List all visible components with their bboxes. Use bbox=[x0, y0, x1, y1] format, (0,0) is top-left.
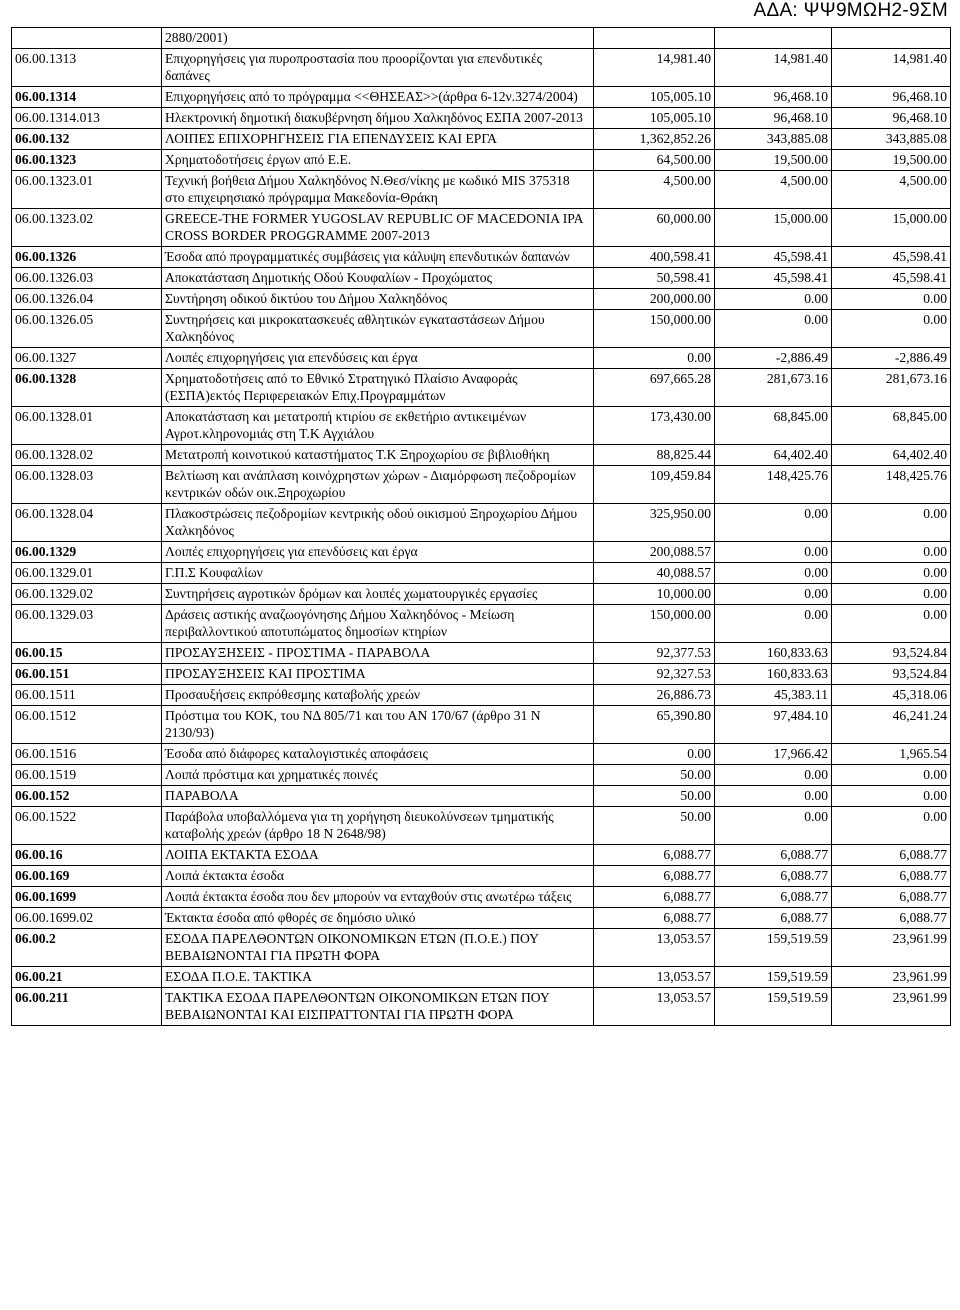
amount-collected: 64,402.40 bbox=[832, 445, 951, 466]
amount-budgeted: 50,598.41 bbox=[594, 268, 715, 289]
amount-budgeted: 14,981.40 bbox=[594, 49, 715, 87]
amount-collected: 46,241.24 bbox=[832, 706, 951, 744]
table-row bbox=[12, 908, 951, 929]
amount-budgeted: 105,005.10 bbox=[594, 108, 715, 129]
table-row bbox=[12, 129, 951, 150]
amount-budgeted: 697,665.28 bbox=[594, 369, 715, 407]
amount-collected: 0.00 bbox=[832, 289, 951, 310]
table-row bbox=[12, 706, 951, 744]
account-description: Πλακοστρώσεις πεζοδρομίων κεντρικής οδού οικισμού Ξηροχωρίου Δήμου Χαλκηδόνος bbox=[162, 504, 594, 542]
account-code: 06.00.15 bbox=[12, 643, 162, 664]
amount-budgeted: 0.00 bbox=[594, 348, 715, 369]
table-row bbox=[12, 369, 951, 407]
table-row bbox=[12, 247, 951, 268]
account-description: Επιχορηγήσεις για πυροπροστασία που προορίζονται για επενδυτικές δαπάνες bbox=[162, 49, 594, 87]
amount-certified: 4,500.00 bbox=[715, 171, 832, 209]
amount-certified: 6,088.77 bbox=[715, 908, 832, 929]
account-description: Τεχνική βοήθεια Δήμου Χαλκηδόνος Ν.Θεσ/νίκης με κωδικό MIS 375318 στο επιχειρησιακό πρόγραμμα Μακεδονία-Θράκη bbox=[162, 171, 594, 209]
account-code: 06.00.1328.04 bbox=[12, 504, 162, 542]
account-description: Ηλεκτρονική δημοτική διακυβέρνηση δήμου Χαλκηδόνος ΕΣΠΑ 2007-2013 bbox=[162, 108, 594, 129]
account-description: Μετατροπή κοινοτικού καταστήματος Τ.Κ Ξηροχωρίου σε βιβλιοθήκη bbox=[162, 445, 594, 466]
amount-collected: 19,500.00 bbox=[832, 150, 951, 171]
amount-collected: 6,088.77 bbox=[832, 908, 951, 929]
amount-budgeted: 10,000.00 bbox=[594, 584, 715, 605]
account-code: 06.00.1328.03 bbox=[12, 466, 162, 504]
table-row bbox=[12, 643, 951, 664]
amount-budgeted: 50.00 bbox=[594, 786, 715, 807]
amount-budgeted: 92,377.53 bbox=[594, 643, 715, 664]
amount-collected: 4,500.00 bbox=[832, 171, 951, 209]
account-description: Χρηματοδοτήσεις από το Εθνικό Στρατηγικό Πλαίσιο Αναφοράς (ΕΣΠΑ)εκτός Περιφερειακών Επιχ.Προγραμμάτων bbox=[162, 369, 594, 407]
amount-budgeted: 4,500.00 bbox=[594, 171, 715, 209]
table-row bbox=[12, 289, 951, 310]
table-row bbox=[12, 664, 951, 685]
table-row bbox=[12, 845, 951, 866]
account-description: 2880/2001) bbox=[162, 28, 594, 49]
amount-certified: 64,402.40 bbox=[715, 445, 832, 466]
amount-certified: 6,088.77 bbox=[715, 866, 832, 887]
account-description: Αποκατάσταση Δημοτικής Οδού Κουφαλίων - Προχώματος bbox=[162, 268, 594, 289]
account-description: ΠΡΟΣΑΥΞΗΣΕΙΣ ΚΑΙ ΠΡΟΣΤΙΜΑ bbox=[162, 664, 594, 685]
account-code: 06.00.1512 bbox=[12, 706, 162, 744]
amount-collected: 45,598.41 bbox=[832, 247, 951, 268]
account-code: 06.00.1329.03 bbox=[12, 605, 162, 643]
amount-certified: 0.00 bbox=[715, 310, 832, 348]
amount-budgeted: 6,088.77 bbox=[594, 887, 715, 908]
account-code: 06.00.1323.01 bbox=[12, 171, 162, 209]
table-row bbox=[12, 28, 951, 49]
account-code: 06.00.1328.02 bbox=[12, 445, 162, 466]
amount-budgeted: 65,390.80 bbox=[594, 706, 715, 744]
table-row bbox=[12, 685, 951, 706]
amount-budgeted: 200,088.57 bbox=[594, 542, 715, 563]
table-row bbox=[12, 929, 951, 967]
amount-collected: 148,425.76 bbox=[832, 466, 951, 504]
account-description: Συντηρήσεις και μικροκατασκευές αθλητικών εγκαταστάσεων Δήμου Χαλκηδόνος bbox=[162, 310, 594, 348]
amount-collected: 14,981.40 bbox=[832, 49, 951, 87]
account-description: ΤΑΚΤΙΚΑ ΕΣΟΔΑ ΠΑΡΕΛΘΟΝΤΩΝ ΟΙΚΟΝΟΜΙΚΩΝ ΕΤΩΝ ΠΟΥ ΒΕΒΑΙΩΝΟΝΤΑΙ ΚΑΙ ΕΙΣΠΡΑΤΤΟΝΤΑΙ ΓΙΑ ΠΡΩΤΗ ΦΟΡΑ bbox=[162, 988, 594, 1026]
amount-certified: 6,088.77 bbox=[715, 845, 832, 866]
amount-certified: 0.00 bbox=[715, 786, 832, 807]
account-description: Συντήρηση οδικού δικτύου του Δήμου Χαλκηδόνος bbox=[162, 289, 594, 310]
amount-certified: 0.00 bbox=[715, 563, 832, 584]
amount-budgeted: 40,088.57 bbox=[594, 563, 715, 584]
amount-collected: 0.00 bbox=[832, 765, 951, 786]
account-code: 06.00.1314.013 bbox=[12, 108, 162, 129]
account-description: Προσαυξήσεις εκπρόθεσμης καταβολής χρεών bbox=[162, 685, 594, 706]
amount-budgeted: 13,053.57 bbox=[594, 988, 715, 1026]
account-description: Έσοδα από προγραμματικές συμβάσεις για κάλυψη επενδυτικών δαπανών bbox=[162, 247, 594, 268]
account-description: ΕΣΟΔΑ Π.Ο.Ε. ΤΑΚΤΙΚΑ bbox=[162, 967, 594, 988]
account-code: 06.00.1323.02 bbox=[12, 209, 162, 247]
account-code: 06.00.2 bbox=[12, 929, 162, 967]
account-description: Λοιπά έκτακτα έσοδα που δεν μπορούν να ενταχθούν στις ανωτέρω τάξεις bbox=[162, 887, 594, 908]
amount-certified: 68,845.00 bbox=[715, 407, 832, 445]
account-description: ΠΑΡΑΒΟΛΑ bbox=[162, 786, 594, 807]
table-row bbox=[12, 445, 951, 466]
account-code: 06.00.1329 bbox=[12, 542, 162, 563]
account-description: Λοιπά πρόστιμα και χρηματικές ποινές bbox=[162, 765, 594, 786]
account-description: Έσοδα από διάφορες καταλογιστικές αποφάσεις bbox=[162, 744, 594, 765]
account-code: 06.00.1327 bbox=[12, 348, 162, 369]
amount-collected: 0.00 bbox=[832, 807, 951, 845]
amount-budgeted: 200,000.00 bbox=[594, 289, 715, 310]
account-code bbox=[12, 28, 162, 49]
table-row bbox=[12, 967, 951, 988]
account-description: Αποκατάσταση και μετατροπή κτιρίου σε εκθετήριο αντικειμένων Αγροτ.κληρονομιάς στη Τ.Κ Αγχιάλου bbox=[162, 407, 594, 445]
amount-budgeted: 13,053.57 bbox=[594, 967, 715, 988]
amount-budgeted: 50.00 bbox=[594, 807, 715, 845]
table-row bbox=[12, 504, 951, 542]
account-description: Επιχορηγήσεις από το πρόγραμμα <<ΘΗΣΕΑΣ>>(άρθρα 6-12ν.3274/2004) bbox=[162, 87, 594, 108]
amount-certified: 14,981.40 bbox=[715, 49, 832, 87]
amount-certified: 15,000.00 bbox=[715, 209, 832, 247]
amount-collected: 6,088.77 bbox=[832, 845, 951, 866]
account-code: 06.00.151 bbox=[12, 664, 162, 685]
account-code: 06.00.1313 bbox=[12, 49, 162, 87]
amount-collected: 96,468.10 bbox=[832, 87, 951, 108]
account-description: Λοιπές επιχορηγήσεις για επενδύσεις και έργα bbox=[162, 348, 594, 369]
account-code: 06.00.1328.01 bbox=[12, 407, 162, 445]
amount-certified: 159,519.59 bbox=[715, 929, 832, 967]
account-code: 06.00.1326 bbox=[12, 247, 162, 268]
account-description: Γ.Π.Σ Κουφαλίων bbox=[162, 563, 594, 584]
amount-budgeted: 6,088.77 bbox=[594, 845, 715, 866]
amount-collected: 45,598.41 bbox=[832, 268, 951, 289]
amount-collected: -2,886.49 bbox=[832, 348, 951, 369]
account-code: 06.00.1699.02 bbox=[12, 908, 162, 929]
amount-certified: 96,468.10 bbox=[715, 108, 832, 129]
account-code: 06.00.132 bbox=[12, 129, 162, 150]
amount-collected: 93,524.84 bbox=[832, 664, 951, 685]
amount-certified: 159,519.59 bbox=[715, 988, 832, 1026]
account-code: 06.00.211 bbox=[12, 988, 162, 1026]
amount-certified: 45,598.41 bbox=[715, 247, 832, 268]
amount-certified: 160,833.63 bbox=[715, 643, 832, 664]
amount-budgeted: 325,950.00 bbox=[594, 504, 715, 542]
amount-budgeted: 60,000.00 bbox=[594, 209, 715, 247]
amount-certified: 343,885.08 bbox=[715, 129, 832, 150]
table-row bbox=[12, 407, 951, 445]
amount-certified: 97,484.10 bbox=[715, 706, 832, 744]
amount-certified: 0.00 bbox=[715, 584, 832, 605]
amount-budgeted: 150,000.00 bbox=[594, 310, 715, 348]
amount-certified: 0.00 bbox=[715, 542, 832, 563]
amount-collected: 68,845.00 bbox=[832, 407, 951, 445]
amount-budgeted: 26,886.73 bbox=[594, 685, 715, 706]
amount-certified: 19,500.00 bbox=[715, 150, 832, 171]
amount-certified: 148,425.76 bbox=[715, 466, 832, 504]
amount-collected: 6,088.77 bbox=[832, 866, 951, 887]
account-description: ΠΡΟΣΑΥΞΗΣΕΙΣ - ΠΡΟΣΤΙΜΑ - ΠΑΡΑΒΟΛΑ bbox=[162, 643, 594, 664]
account-code: 06.00.1328 bbox=[12, 369, 162, 407]
account-code: 06.00.1699 bbox=[12, 887, 162, 908]
amount-collected: 93,524.84 bbox=[832, 643, 951, 664]
table-row bbox=[12, 765, 951, 786]
amount-certified: 0.00 bbox=[715, 504, 832, 542]
table-row bbox=[12, 268, 951, 289]
amount-collected: 23,961.99 bbox=[832, 988, 951, 1026]
account-code: 06.00.1516 bbox=[12, 744, 162, 765]
amount-collected: 0.00 bbox=[832, 605, 951, 643]
account-code: 06.00.1329.02 bbox=[12, 584, 162, 605]
amount-collected: 0.00 bbox=[832, 584, 951, 605]
table-row bbox=[12, 887, 951, 908]
account-code: 06.00.16 bbox=[12, 845, 162, 866]
table-row bbox=[12, 786, 951, 807]
amount-collected: 0.00 bbox=[832, 542, 951, 563]
amount-collected: 23,961.99 bbox=[832, 929, 951, 967]
table-row bbox=[12, 542, 951, 563]
account-description: ΕΣΟΔΑ ΠΑΡΕΛΘΟΝΤΩΝ ΟΙΚΟΝΟΜΙΚΩΝ ΕΤΩΝ (Π.Ο.Ε.) ΠΟΥ ΒΕΒΑΙΩΝΟΝΤΑΙ ΓΙΑ ΠΡΩΤΗ ΦΟΡΑ bbox=[162, 929, 594, 967]
amount-budgeted: 1,362,852.26 bbox=[594, 129, 715, 150]
account-description: Πρόστιμα του ΚΟΚ, του ΝΔ 805/71 και του ΑΝ 170/67 (άρθρο 31 Ν 2130/93) bbox=[162, 706, 594, 744]
amount-certified: 281,673.16 bbox=[715, 369, 832, 407]
amount-certified: 0.00 bbox=[715, 807, 832, 845]
amount-collected: 281,673.16 bbox=[832, 369, 951, 407]
account-code: 06.00.152 bbox=[12, 786, 162, 807]
amount-certified: 0.00 bbox=[715, 765, 832, 786]
account-description: Συντηρήσεις αγροτικών δρόμων και λοιπές χωματουργικές εργασίες bbox=[162, 584, 594, 605]
account-code: 06.00.21 bbox=[12, 967, 162, 988]
table-row bbox=[12, 807, 951, 845]
amount-budgeted: 88,825.44 bbox=[594, 445, 715, 466]
amount-collected: 15,000.00 bbox=[832, 209, 951, 247]
table-row bbox=[12, 171, 951, 209]
amount-budgeted bbox=[594, 28, 715, 49]
account-code: 06.00.1519 bbox=[12, 765, 162, 786]
budget-table bbox=[11, 27, 951, 1026]
ada-header: ΑΔΑ: ΨΨ9ΜΩΗ2-9ΣΜ bbox=[753, 0, 948, 21]
account-description: Βελτίωση και ανάπλαση κοινόχρηστων χώρων - Διαμόρφωση πεζοδρομίων κεντρικών οδών οικ.Ξηροχωρίου bbox=[162, 466, 594, 504]
table-row bbox=[12, 744, 951, 765]
amount-certified: 17,966.42 bbox=[715, 744, 832, 765]
amount-budgeted: 6,088.77 bbox=[594, 908, 715, 929]
amount-collected: 0.00 bbox=[832, 310, 951, 348]
amount-certified: 6,088.77 bbox=[715, 887, 832, 908]
account-description: Λοιπά έκτακτα έσοδα bbox=[162, 866, 594, 887]
amount-certified: 159,519.59 bbox=[715, 967, 832, 988]
account-description: Παράβολα υποβαλλόμενα για τη χορήγηση διευκολύνσεων τμηματικής καταβολής χρεών (άρθρο 18 Ν 2648/98) bbox=[162, 807, 594, 845]
account-code: 06.00.1323 bbox=[12, 150, 162, 171]
amount-certified: 0.00 bbox=[715, 289, 832, 310]
table-row bbox=[12, 988, 951, 1026]
table-row bbox=[12, 605, 951, 643]
account-code: 06.00.1314 bbox=[12, 87, 162, 108]
amount-certified: 45,383.11 bbox=[715, 685, 832, 706]
account-code: 06.00.1522 bbox=[12, 807, 162, 845]
amount-budgeted: 173,430.00 bbox=[594, 407, 715, 445]
account-code: 06.00.169 bbox=[12, 866, 162, 887]
amount-collected: 0.00 bbox=[832, 786, 951, 807]
amount-budgeted: 92,327.53 bbox=[594, 664, 715, 685]
table-row bbox=[12, 348, 951, 369]
table-row bbox=[12, 563, 951, 584]
amount-budgeted: 50.00 bbox=[594, 765, 715, 786]
amount-certified: 0.00 bbox=[715, 605, 832, 643]
amount-collected bbox=[832, 28, 951, 49]
account-code: 06.00.1326.03 bbox=[12, 268, 162, 289]
account-description: GREECE-THE FORMER YUGOSLAV REPUBLIC OF MACEDONIA IPA CROSS BORDER PROGGRAMME 2007-2013 bbox=[162, 209, 594, 247]
amount-budgeted: 6,088.77 bbox=[594, 866, 715, 887]
amount-certified: -2,886.49 bbox=[715, 348, 832, 369]
account-code: 06.00.1326.04 bbox=[12, 289, 162, 310]
amount-budgeted: 0.00 bbox=[594, 744, 715, 765]
table-row bbox=[12, 150, 951, 171]
amount-budgeted: 150,000.00 bbox=[594, 605, 715, 643]
amount-collected: 6,088.77 bbox=[832, 887, 951, 908]
account-description: ΛΟΙΠΑ ΕΚΤΑΚΤΑ ΕΣΟΔΑ bbox=[162, 845, 594, 866]
table-row bbox=[12, 584, 951, 605]
table-row bbox=[12, 310, 951, 348]
amount-collected: 0.00 bbox=[832, 504, 951, 542]
amount-collected: 96,468.10 bbox=[832, 108, 951, 129]
account-description: Χρηματοδοτήσεις έργων από Ε.Ε. bbox=[162, 150, 594, 171]
table-row bbox=[12, 209, 951, 247]
amount-budgeted: 400,598.41 bbox=[594, 247, 715, 268]
account-code: 06.00.1511 bbox=[12, 685, 162, 706]
amount-certified: 96,468.10 bbox=[715, 87, 832, 108]
amount-certified: 160,833.63 bbox=[715, 664, 832, 685]
account-description: Δράσεις αστικής αναζωογόνησης Δήμου Χαλκηδόνος - Μείωση περιβαλλοντικού αποτυπώματος δημοσίων κτηρίων bbox=[162, 605, 594, 643]
budget-table-body bbox=[12, 28, 951, 1026]
table-row bbox=[12, 108, 951, 129]
amount-collected: 343,885.08 bbox=[832, 129, 951, 150]
amount-collected: 1,965.54 bbox=[832, 744, 951, 765]
account-description: Λοιπές επιχορηγήσεις για επενδύσεις και έργα bbox=[162, 542, 594, 563]
amount-certified bbox=[715, 28, 832, 49]
amount-budgeted: 13,053.57 bbox=[594, 929, 715, 967]
account-code: 06.00.1326.05 bbox=[12, 310, 162, 348]
account-description: Έκτακτα έσοδα από φθορές σε δημόσιο υλικό bbox=[162, 908, 594, 929]
table-row bbox=[12, 466, 951, 504]
amount-collected: 23,961.99 bbox=[832, 967, 951, 988]
account-description: ΛΟΙΠΕΣ ΕΠΙΧΟΡΗΓΗΣΕΙΣ ΓΙΑ ΕΠΕΝΔΥΣΕΙΣ ΚΑΙ ΕΡΓΑ bbox=[162, 129, 594, 150]
amount-budgeted: 109,459.84 bbox=[594, 466, 715, 504]
account-code: 06.00.1329.01 bbox=[12, 563, 162, 584]
amount-budgeted: 64,500.00 bbox=[594, 150, 715, 171]
table-row bbox=[12, 49, 951, 87]
amount-certified: 45,598.41 bbox=[715, 268, 832, 289]
table-row bbox=[12, 866, 951, 887]
amount-budgeted: 105,005.10 bbox=[594, 87, 715, 108]
amount-collected: 45,318.06 bbox=[832, 685, 951, 706]
amount-collected: 0.00 bbox=[832, 563, 951, 584]
table-row bbox=[12, 87, 951, 108]
